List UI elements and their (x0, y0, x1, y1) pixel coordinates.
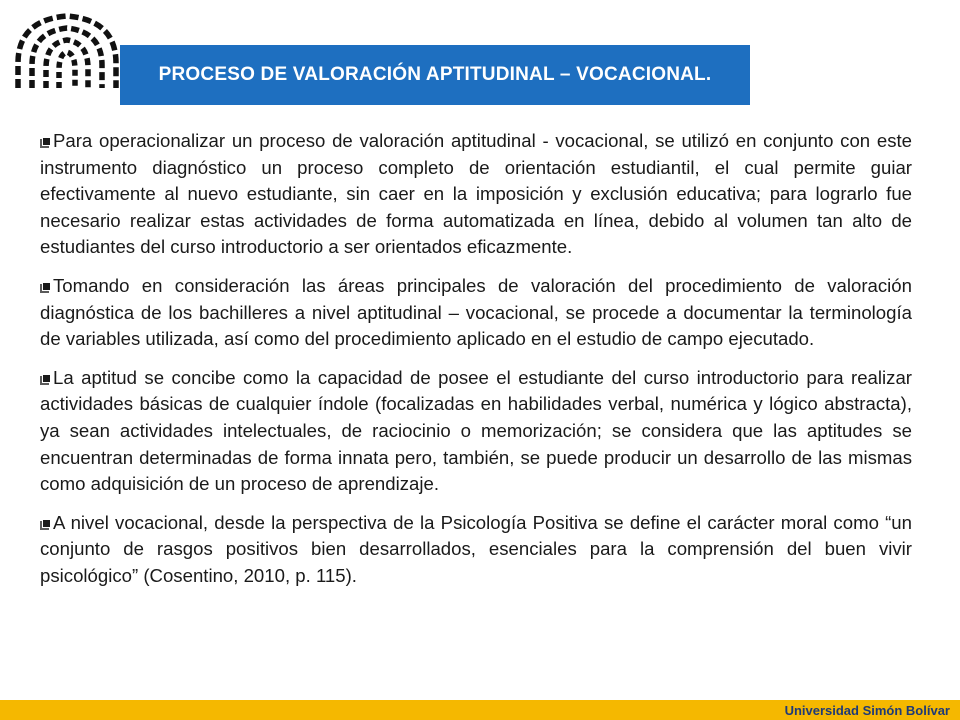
slide-title-bar (120, 45, 750, 105)
square-bullet-icon (40, 374, 51, 385)
slide-content (40, 128, 912, 602)
bullet-paragraph (40, 273, 912, 353)
bullet-paragraph (40, 510, 912, 590)
bullet-paragraph (40, 128, 912, 261)
bullet-paragraph (40, 365, 912, 498)
square-bullet-icon (40, 282, 51, 293)
footer-university-name: Universidad Simón Bolívar (784, 702, 950, 718)
university-logo-icon (10, 8, 125, 98)
bullet-text: Para operacionalizar un proceso de valoración aptitudinal - vocacional, se utilizó en conjunto con este instrumento diagnóstico un proceso completo de orientación estudiantil, el cual permite guiar efectivamente al nuevo estudiante, sin caer en la imposición y exclusión educativa; para lograrlo fue necesario realizar estas actividades de forma automatizada en línea, debido al volumen tan alto de estudiantes del curso introductorio a ser orientados eficazmente. (40, 130, 912, 258)
bullet-text: A nivel vocacional, desde la perspectiva de la Psicología Positiva se define el carácter moral como “un conjunto de rasgos positivos bien desarrollados, esenciales para la comprensión del buen vivir psicológico” (Cosentino, 2010, p. 115). (40, 511, 912, 586)
bullet-text: Tomando en consideración las áreas principales de valoración del procedimiento de valoración diagnóstica de los bachilleres a nivel aptitudinal – vocacional, se procede a documentar la terminología de variables utilizada, así como del procedimiento aplicado en el estudio de campo ejecutado. (40, 274, 912, 350)
footer-bar (0, 700, 960, 720)
slide-title: PROCESO DE VALORACIÓN APTITUDINAL – VOCACIONAL. (158, 64, 712, 85)
bullet-text: La aptitud se concibe como la capacidad de posee el estudiante del curso introductorio para realizar actividades básicas de cualquier índole (focalizadas en habilidades verbal, numérica y lógico abstracta), ya sean actividades intelectuales, de raciocinio o memorización; se considera que las aptitudes se encuentran determinadas de forma innata pero, también, se puede producir un desarrollo de las mismas como adquisición de un proceso de aprendizaje. (40, 366, 912, 495)
square-bullet-icon (40, 519, 51, 530)
square-bullet-icon (40, 137, 51, 148)
